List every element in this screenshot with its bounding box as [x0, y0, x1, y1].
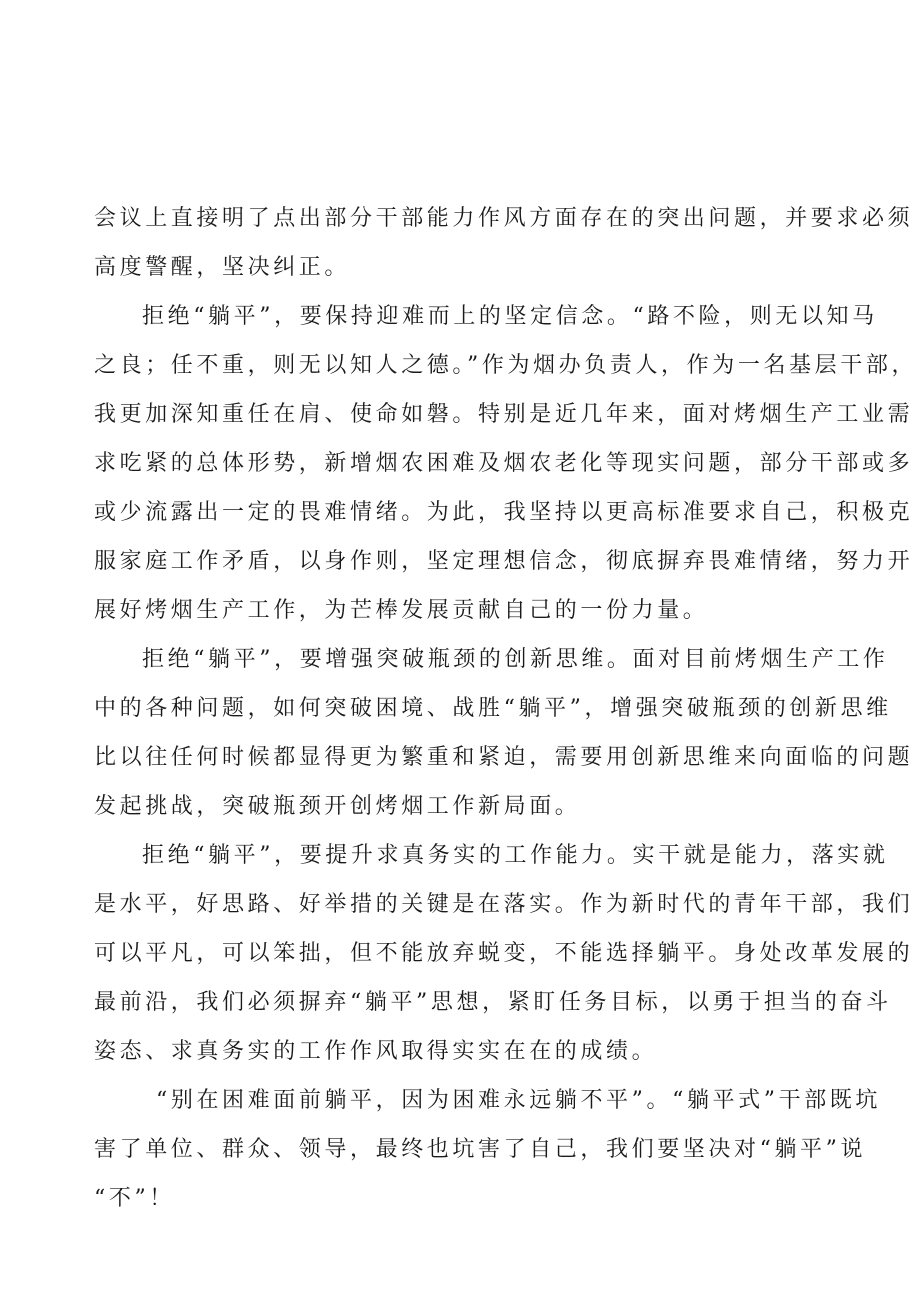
text-line: 高度警醒，坚决纠正。 [94, 255, 351, 280]
text-line: 中的各种问题，如何突破困境、战胜“躺平”，增强突破瓶颈的创新思维 [94, 696, 892, 721]
text-line: 拒绝“躺平”，要提升求真务实的工作能力。实干就是能力，落实就 [142, 843, 889, 868]
text-line: 或少流露出一定的畏难情绪。为此，我坚持以更高标准要求自己，积极克 [94, 500, 914, 525]
text-line: 我更加深知重任在肩、使命如磐。特别是近几年来，面对烤烟生产工业需 [94, 402, 914, 427]
text-line: 拒绝“躺平”，要保持迎难而上的坚定信念。“路不险，则无以知马 [142, 304, 878, 329]
text-line: 会议上直接明了点出部分干部能力作风方面存在的突出问题，并要求必须 [94, 206, 914, 231]
text-line: 姿态、求真务实的工作作风取得实实在在的成绩。 [94, 1039, 658, 1064]
text-line: 之良；任不重，则无以知人之德。”作为烟办负责人，作为一名基层干部， [94, 353, 918, 378]
text-line: 发起挑战，突破瓶颈开创烤烟工作新局面。 [94, 794, 581, 819]
text-line: 展好烤烟生产工作，为芒棒发展贡献自己的一份力量。 [94, 598, 709, 623]
text-line: 拒绝“躺平”，要增强突破瓶颈的创新思维。面对目前烤烟生产工作 [142, 647, 889, 672]
text-line: 害了单位、群众、领导，最终也坑害了自己，我们要坚决对“躺平”说 [94, 1137, 867, 1162]
text-line: 最前沿，我们必须摒弃“躺平”思想，紧盯任务目标，以勇于担当的奋斗 [94, 990, 892, 1015]
text-line: 求吃紧的总体形势，新增烟农困难及烟农老化等现实问题，部分干部或多 [94, 451, 914, 476]
text-line: “不”！ [94, 1186, 175, 1211]
text-line: 服家庭工作矛盾，以身作则，坚定理想信念，彻底摒弃畏难情绪，努力开 [94, 549, 914, 574]
text-line: 可以平凡，可以笨拙，但不能放弃蜕变，不能选择躺平。身处改革发展的 [94, 941, 914, 966]
text-line: 是水平，好思路、好举措的关键是在落实。作为新时代的青年干部，我们 [94, 892, 914, 917]
text-line: 比以往任何时候都显得更为繁重和紧迫，需要用创新思维来向面临的问题 [94, 745, 914, 770]
text-line: “别在困难面前躺平，因为困难永远躺不平”。“躺平式”干部既坑 [156, 1088, 881, 1113]
